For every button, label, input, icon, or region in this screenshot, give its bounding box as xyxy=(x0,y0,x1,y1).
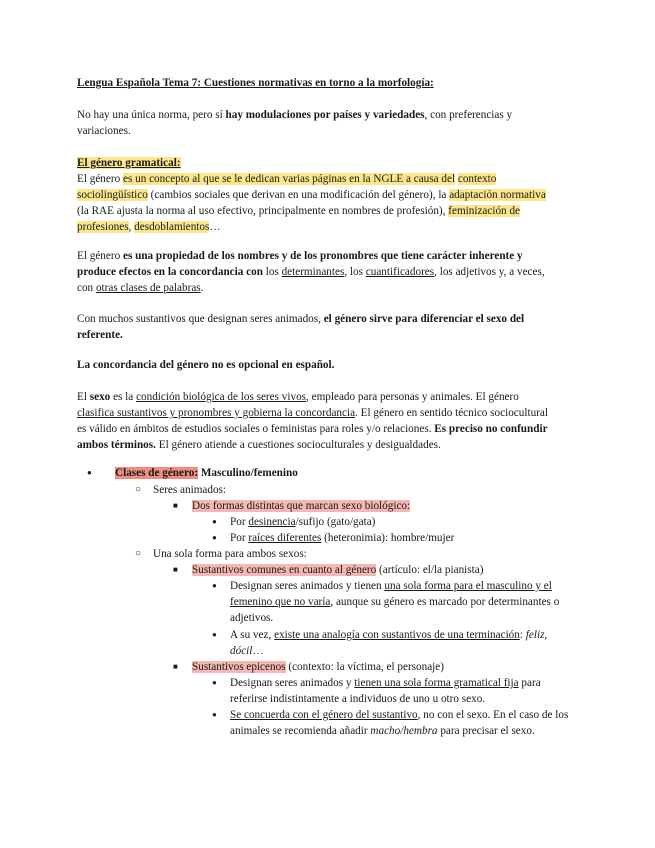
document-title: Lengua Española Tema 7: Cuestiones normativas en torno a la morfología: xyxy=(77,77,434,89)
disc-bullet-icon: ● xyxy=(212,710,217,719)
propiedad-paragraph: El género es una propiedad de los nombres y de los pronombres que tiene carácter inherente y produce efectos en la concordancia con los determinantes, los cuantificadores, los adjetivos y, a veces, con otras clases de palabras. xyxy=(77,250,545,294)
sexo-genero-paragraph: El sexo es la condición biológica de los seres vivos, empleado para personas y animales. El género clasifica sustantivos y pronombres y gobierna la concordancia. El género en sentido técnico sociocultural es válido en ámbitos de estudios sociales o feministas para roles y/o relaciones. Es preciso no confundir ambos términos. El género atiende a cuestiones socioculturales y desigualdades. xyxy=(77,391,548,451)
disc-bullet-icon: ● xyxy=(212,678,217,687)
square-bullet-icon: ■ xyxy=(173,662,178,671)
circle-bullet-icon: ○ xyxy=(135,548,142,559)
sexo-referente-paragraph: Con muchos sustantivos que designan seres animados, el género sirve para diferenciar el sexo del referente. xyxy=(77,313,525,341)
disc-bullet-icon: ● xyxy=(87,468,92,477)
disc-bullet-icon: ● xyxy=(212,581,217,590)
list-item-epicenos-descripcion: Designan seres animados y tienen una sola forma gramatical fija para referirse indistintamente a individuos de uno u otro sexo. xyxy=(230,677,541,705)
disc-bullet-icon: ● xyxy=(212,533,217,542)
list-item-desinencia: Por desinencia/sufijo (gato/gata) xyxy=(230,516,376,528)
list-item-clases: Clases de género: Masculino/femenino xyxy=(115,467,298,479)
circle-bullet-icon: ○ xyxy=(135,484,142,495)
list-item-epicenos-concordancia: Se concuerda con el género del sustantivo, no con el sexo. En el caso de los animales se recomienda añadir macho/hembra para precisar el sexo. xyxy=(230,709,569,737)
list-item-raices: Por raíces diferentes (heteronimia): hombre/mujer xyxy=(230,532,455,544)
disc-bullet-icon: ● xyxy=(212,517,217,526)
disc-bullet-icon: ● xyxy=(212,630,217,639)
list-item-comunes-analogia: A su vez, existe una analogía con sustantivos de una terminación: feliz, dócil… xyxy=(230,629,548,657)
genero-paragraph: El género es un concepto al que se le dedican varias páginas en la NGLE a causa del contexto sociolingüístico (cambios sociales que derivan en una modificación del género), la adaptación normativa (la RAE ajusta la norma al uso efectivo, principalmente en nombres de profesión), feminización de profesiones, desdoblamientos… xyxy=(77,173,546,233)
list-item-comunes: Sustantivos comunes en cuanto al género (artículo: el/la pianista) xyxy=(192,564,484,576)
list-item-comunes-descripcion: Designan seres animados y tienen una sola forma para el masculino y el femenino que no varía, aunque su género es marcado por determinantes o adjetivos. xyxy=(230,580,560,624)
genero-heading: El género gramatical: xyxy=(77,157,181,169)
square-bullet-icon: ■ xyxy=(173,565,178,574)
intro-paragraph: No hay una única norma, pero sí hay modulaciones por países y variedades, con preferencias y variaciones. xyxy=(77,109,513,137)
list-item-dos-formas: Dos formas distintas que marcan sexo biológico: xyxy=(192,500,411,512)
square-bullet-icon: ■ xyxy=(173,501,178,510)
list-item-una-forma: Una sola forma para ambos sexos: xyxy=(153,548,307,560)
concordancia-statement: La concordancia del género no es opcional en español. xyxy=(77,359,335,371)
list-item-animados: Seres animados: xyxy=(153,484,227,496)
list-item-epicenos: Sustantivos epicenos (contexto: la víctima, el personaje) xyxy=(192,661,444,673)
